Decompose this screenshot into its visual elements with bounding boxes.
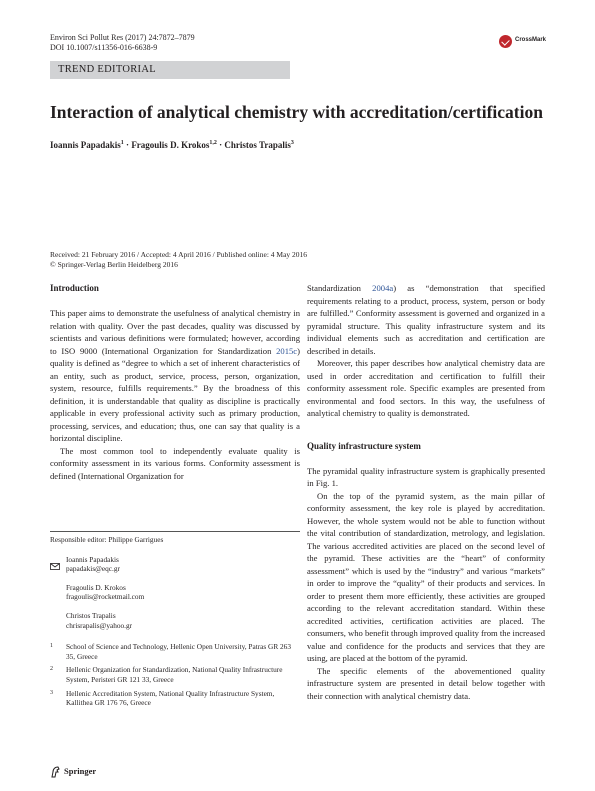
contact-name: Fragoulis D. Krokos — [66, 582, 126, 592]
article-title: Interaction of analytical chemistry with accreditation/certification — [50, 102, 543, 122]
author-list — [50, 140, 294, 150]
citation-link[interactable]: 2015c — [276, 345, 298, 356]
publication-dates — [50, 250, 307, 270]
copyright-line: © Springer-Verlag Berlin Heidelberg 2016 — [50, 260, 178, 269]
received-accepted-line: Received: 21 February 2016 / Accepted: 4 April 2016 / Published online: 4 May 2016 — [50, 250, 308, 259]
responsible-editor: Responsible editor: Philippe Garrigues — [50, 535, 164, 544]
publisher-logo — [50, 765, 130, 779]
citation-link[interactable]: 2004a — [372, 283, 394, 293]
article-type-label: TREND EDITORIAL — [58, 64, 156, 75]
affiliation-item: 3 Hellenic Accreditation System, National Quality Infrastructure System, Kallithea GR 176 76, Greece — [50, 688, 275, 708]
doi[interactable]: DOI 10.1007/s11356-016-6638-9 — [50, 43, 158, 52]
author-affiliation-ref: 1 — [120, 140, 124, 146]
left-column — [50, 282, 300, 482]
body-paragraph: The pyramidal quality infrastructure system is graphically presented in Fig. 1. — [307, 465, 545, 488]
crossmark-badge[interactable] — [499, 34, 559, 50]
intro-paragraph-1: This paper aims to demonstrate the usefulness of analytical chemistry in relation with quality. Over the past decades, quality was discussed by scientists and various definitions were formulated; however, according to ISO 9000 (International Organization for Standardization 2015c) quality is defined as “degree to which a set of inherent characteristics of an entity, such as product, service, process, person, organization, system, resource, fulfills requirements.” By the broadness of this definition, it is understandable that quality as discipline is practically applicable in every professional activity such as primary production, processing, services, and education; thus, one can say that quality is a horizontal discipline. — [50, 308, 300, 443]
author-separator: · — [126, 140, 130, 150]
contact-block — [50, 555, 300, 631]
springer-wordmark: Springer — [64, 766, 97, 776]
body-paragraph: The specific elements of the abovementioned quality infrastructure system are presented in detail below together with their connection with analytical chemistry data. — [307, 665, 545, 701]
author-separator: · — [219, 140, 223, 150]
contact-name: Ioannis Papadakis — [66, 554, 119, 564]
envelope-icon — [50, 557, 60, 575]
affiliation-list — [50, 642, 300, 708]
body-paragraph: On the top of the pyramid system, as the main pillar of conformity assessment, the key role is played by accreditation. However, the whole system would not be able to function without the vital contribution of standardization, metrology, and legislation. The various accredited activities are placed on the second level of the pyramid. These activities are the “heart” of conformity assessment” which is used by the “industry” and various “markets” in order to improve the “quality” of their products and services. In order to present them more efficiently, these activities are grouped according to the relevant accreditation standard. Within these accredited activities, certification activities are placed. The consumers, who benefit through improved quality from the increased value and confidence for the products and services that they are using, are placed at the bottom of the pyramid. — [307, 490, 545, 663]
crossmark-icon — [499, 35, 512, 48]
contact-email[interactable]: chrisrapalis@yahoo.gr — [66, 620, 133, 630]
journal-citation: Environ Sci Pollut Res (2017) 24:7872–7879 — [50, 33, 195, 42]
author-name[interactable]: Christos Trapalis — [224, 140, 291, 150]
springer-horse-icon — [50, 765, 62, 777]
right-column — [307, 282, 545, 702]
author-affiliation-ref: 1,2 — [209, 140, 217, 146]
contact-email[interactable]: fragoulis@rocketmail.com — [66, 592, 145, 602]
contact-email[interactable]: papadakis@eqc.gr — [66, 564, 120, 574]
section-heading: Quality infrastructure system — [307, 440, 421, 451]
introduction-heading: Introduction — [50, 283, 99, 293]
author-affiliation-ref: 3 — [290, 140, 294, 146]
intro-paragraph-2: The most common tool to independently evaluate quality is conformity assessment in its various forms. Conformity assessment is defined (International Organization for — [50, 445, 300, 481]
body-paragraph: Standardization 2004a) as “demonstration that specified requirements relating to a product, process, system, person or body are fulfilled.” Conformity assessment is governed and organized in a pyramidal structure. This quality infrastructure system and its individual elements such as accreditation and certification are described in details. — [307, 283, 545, 356]
crossmark-label: CrossMark — [515, 37, 547, 43]
author-name[interactable]: Ioannis Papadakis — [50, 140, 121, 150]
affiliation-item: 2 Hellenic Organization for Standardization, National Quality Infrastructure System, Peristeri GR 121 33, Greece — [50, 665, 283, 684]
article-type-band — [50, 61, 290, 79]
author-name[interactable]: Fragoulis D. Krokos — [131, 140, 210, 150]
first-page-footnotes — [50, 531, 300, 708]
body-paragraph: Moreover, this paper describes how analytical chemistry data are used in order accreditation and certification to fulfill their conformity assessment role. Specific examples are presented from environmental and food sectors. In this way, the usefulness of analytical chemistry to quality is demonstrated. — [307, 358, 545, 418]
contact-name: Christos Trapalis — [66, 610, 116, 620]
affiliation-item: 1 School of Science and Technology, Hellenic Open University, Patras GR 263 35, Greece — [50, 642, 291, 661]
